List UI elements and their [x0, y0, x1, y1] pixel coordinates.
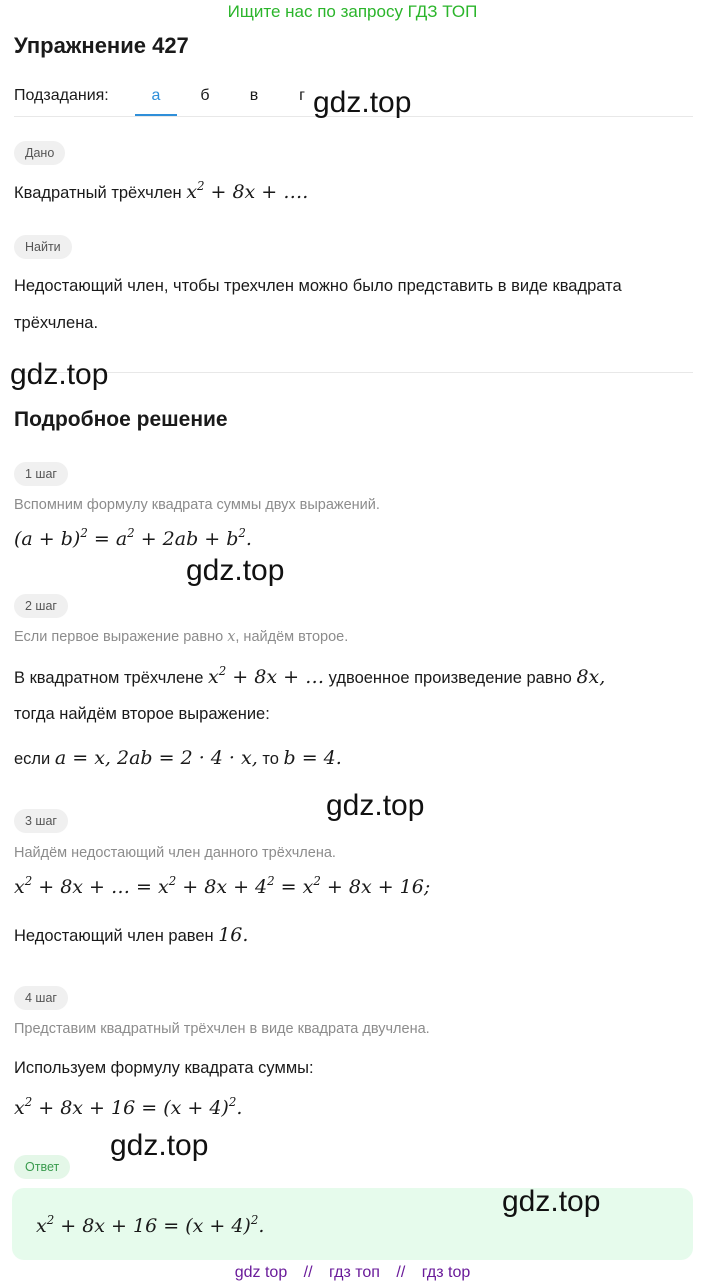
page-title: Упражнение 427	[14, 33, 189, 58]
footer-link[interactable]: gdz top	[234, 1264, 288, 1281]
top-banner[interactable]: Ищите нас по запросу ГДЗ ТОП	[227, 2, 478, 21]
step1-hint: Вспомним формулу квадрата суммы двух выражений.	[14, 497, 380, 513]
find-badge: Найти	[14, 235, 72, 259]
step1-formula: $(a + b)^2 = a^2 + 2ab + b^2$.	[14, 525, 252, 550]
answer-formula: $x^2 + 8x + 16 = (x + 4)^2$.	[36, 1212, 265, 1237]
footer-link[interactable]: гдз топ	[329, 1264, 380, 1281]
footer-separator: //	[396, 1264, 406, 1281]
step3-hint: Найдём недостающий член данного трёхчлена.	[14, 845, 336, 861]
step3-result: Недостающий член равен 16.	[14, 924, 249, 946]
step3-formula: $x^2 + 8x$ + … = $x^2 + 8x + 4^2 = x^2 + 8x + 16$;	[14, 873, 431, 898]
given-badge: Дано	[14, 141, 65, 165]
tab-b[interactable]: б	[200, 87, 210, 104]
step2-badge: 2 шаг	[14, 594, 68, 618]
step3-badge: 3 шаг	[14, 809, 68, 833]
watermark: gdz.top	[326, 789, 425, 822]
subtasks-label: Подзадания:	[14, 87, 109, 104]
step2-line1: В квадратном трёхчлене $x^2 + 8x$ + … удвоенное произведение равно 8x,	[14, 663, 606, 688]
step2-line3: если a = x, 2ab = 2 · 4 · x, то b = 4.	[14, 747, 342, 769]
solution-title: Подробное решение	[14, 408, 228, 431]
watermark: gdz.top	[186, 554, 285, 587]
given-text: Квадратный трёхчлен $x^2 + 8x$ + ….	[14, 178, 309, 203]
tab-a[interactable]: а	[151, 87, 161, 104]
step2-line2: тогда найдём второе выражение:	[14, 705, 270, 723]
footer-links	[0, 1264, 705, 1282]
footer-separator: //	[303, 1264, 313, 1281]
watermark: gdz.top	[502, 1185, 601, 1218]
step4-hint: Представим квадратный трёхчлен в виде квадрата двучлена.	[14, 1021, 430, 1037]
watermark: gdz.top	[110, 1129, 209, 1162]
step1-badge: 1 шаг	[14, 462, 68, 486]
watermark: gdz.top	[313, 86, 412, 119]
divider	[14, 372, 693, 373]
find-text-line2: трёхчлена.	[14, 314, 99, 332]
tab-v[interactable]: в	[249, 87, 259, 104]
step4-text: Используем формулу квадрата суммы:	[14, 1059, 314, 1077]
footer-link[interactable]: гдз top	[421, 1264, 471, 1281]
answer-badge: Ответ	[14, 1155, 70, 1179]
step4-formula: $x^2 + 8x + 16 = (x + 4)^2$.	[14, 1094, 243, 1119]
step4-badge: 4 шаг	[14, 986, 68, 1010]
watermark: gdz.top	[10, 358, 109, 391]
find-text-line1: Недостающий член, чтобы трехчлен можно было представить в виде квадрата	[14, 277, 622, 295]
tab-g[interactable]: г	[299, 87, 305, 104]
step2-hint: Если первое выражение равно x, найдём второе.	[14, 629, 349, 645]
